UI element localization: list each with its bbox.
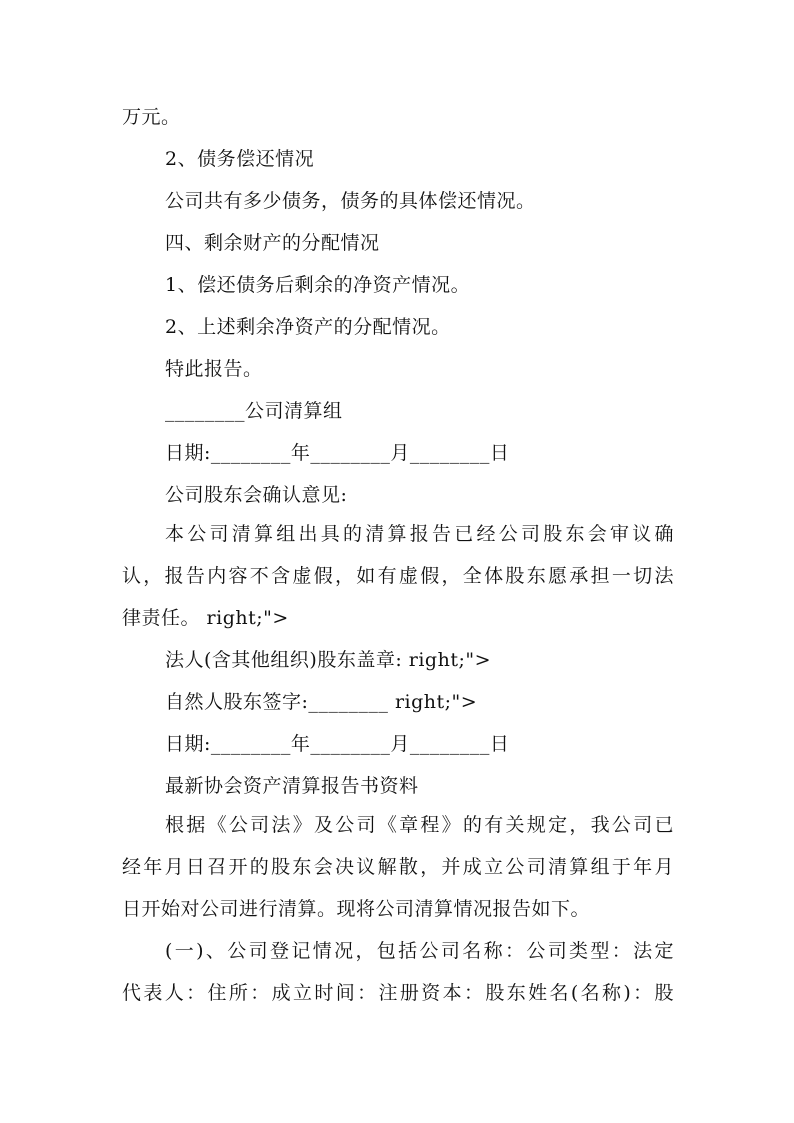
paragraph-line: 律责任。 right;">: [122, 607, 289, 629]
text-line: 公司共有多少债务，债务的具体偿还情况。: [165, 190, 536, 212]
date-line: 日期:________年________月________日: [165, 442, 510, 464]
paragraph-line: 根据《公司法》及公司《章程》的有关规定，我公司已: [165, 814, 674, 836]
text-line: 特此报告。: [165, 358, 263, 380]
paragraph-line: 本公司清算组出具的清算报告已经公司股东会审议确: [165, 523, 674, 545]
stamp-line: 法人(含其他组织)股东盖章: right;">: [165, 649, 492, 671]
paragraph-line: 日开始对公司进行清算。现将公司清算情况报告如下。: [122, 898, 591, 920]
text-line: 万元。: [122, 106, 181, 128]
signature-line: 自然人股东签字:________ right;">: [165, 691, 478, 713]
section-heading: 2、债务偿还情况: [165, 148, 315, 170]
paragraph-line: 经年月日召开的股东会决议解散，并成立公司清算组于年月: [122, 856, 674, 878]
section-heading: 最新协会资产清算报告书资料: [165, 775, 419, 797]
text-line: 2、上述剩余净资产的分配情况。: [165, 316, 451, 338]
date-line: 日期:________年________月________日: [165, 733, 510, 755]
section-heading: 公司股东会确认意见:: [165, 484, 348, 506]
paragraph-line: 代表人：住所：成立时间：注册资本：股东姓名(名称)：股: [122, 982, 674, 1004]
text-line: 1、偿还债务后剩余的净资产情况。: [165, 274, 471, 296]
paragraph-line: 认，报告内容不含虚假，如有虚假，全体股东愿承担一切法: [122, 565, 674, 587]
section-heading: 四、剩余财产的分配情况: [165, 232, 380, 254]
paragraph-line: (一)、公司登记情况，包括公司名称：公司类型：法定: [165, 940, 674, 962]
signature-line: ________公司清算组: [165, 400, 343, 422]
